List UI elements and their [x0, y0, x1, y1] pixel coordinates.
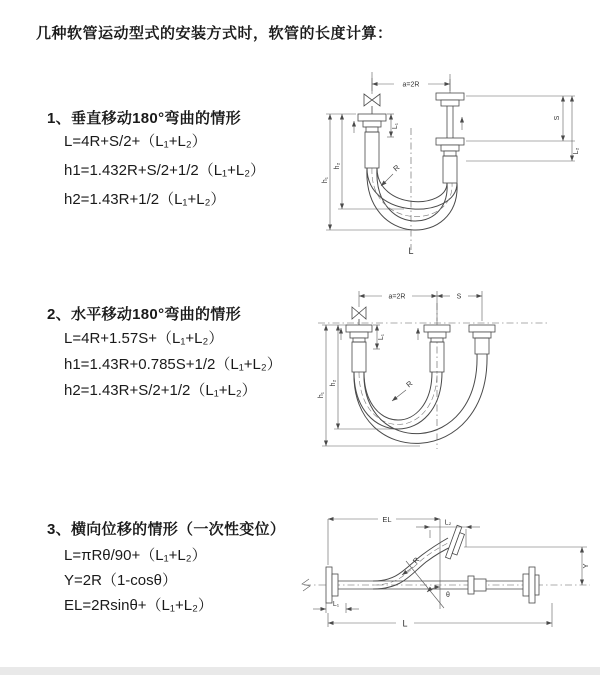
left-pipe-with-valve [354, 72, 386, 168]
diagram-2-drawing [312, 283, 592, 468]
dim-label-h1: h₁ [322, 176, 329, 184]
dim-label-theta: θ [446, 592, 450, 599]
diagram-horizontal-180-bend [312, 283, 592, 468]
left-pipe-with-valve [341, 301, 372, 372]
braided-hose-section [352, 342, 366, 372]
section-2-heading: 2、水平移动180°弯曲的情形 [47, 306, 241, 323]
diagram-lateral-offset [298, 505, 598, 650]
left-flange [326, 567, 338, 603]
dim-l1 [313, 601, 359, 613]
formula-line: L=4R+S/2+（L₁+L₂） [64, 133, 207, 150]
tilted-flange [445, 525, 466, 560]
formula-line: L=πRθ/90+（L₁+L₂） [64, 547, 207, 564]
dim-label-a2r: a=2R [402, 81, 420, 89]
dim-a2r [372, 78, 450, 91]
dim-label-a2r: a=2R [388, 293, 406, 301]
u-bend-hoses [367, 168, 457, 230]
formula-line: EL=2Rsinθ+（L₁+L₂） [64, 597, 213, 614]
dim-label-l2: L₂ [573, 147, 580, 155]
dim-label-s: S [456, 293, 462, 301]
dim-label-l: L [402, 618, 408, 629]
diagram-3-drawing [298, 505, 598, 650]
formula-line: Y=2R（1-cosθ） [64, 572, 177, 589]
dim-l2 [416, 520, 480, 548]
formula-line: h2=1.43R+S/2+1/2（L₁+L₂） [64, 382, 257, 399]
dim-label-r: R [391, 162, 402, 174]
middle-pipe [418, 325, 450, 372]
dim-l1 [373, 325, 385, 349]
dim-label-l: L [408, 246, 414, 256]
valve-icon [352, 307, 359, 319]
dim-label-l2: L₂ [444, 519, 452, 527]
dim-label-h2: h₂ [334, 162, 341, 170]
pipe-union-fitting [468, 576, 474, 594]
radius-callout [392, 379, 415, 401]
diagram-1-drawing [310, 70, 590, 260]
dim-a2r-s [359, 291, 482, 321]
right-flange [523, 567, 539, 603]
dim-el [328, 515, 440, 565]
dim-label-r: R [404, 378, 415, 390]
dim-label-l1: L₁ [332, 601, 340, 608]
dim-label-h2: h₂ [330, 379, 337, 387]
diagram-vertical-180-bend [310, 70, 590, 260]
formula-line: h1=1.43R+0.785S+1/2（L₁+L₂） [64, 356, 282, 373]
dim-label-s: S [554, 115, 561, 121]
dim-label-r: R [410, 555, 422, 566]
section-1-formulas [64, 127, 265, 214]
u-bend-hoses [354, 354, 487, 443]
angle-theta [406, 531, 450, 609]
dim-label-el: EL [382, 515, 392, 524]
radius-callout [381, 163, 402, 186]
dim-label-h1: h₁ [318, 391, 325, 399]
dim-h1-h2 [318, 325, 420, 446]
dim-label-l1: L₁ [378, 333, 385, 341]
section-1-heading: 1、垂直移动180°弯曲的情形 [47, 110, 241, 127]
dim-label-y: Y [581, 563, 590, 569]
formula-line: h1=1.432R+S/2+1/2（L₁+L₂） [64, 162, 266, 179]
valve-icon [364, 94, 372, 106]
dim-s-l2 [466, 96, 580, 161]
formula-line: h2=1.43R+1/2（L₁+L₂） [64, 191, 226, 208]
right-pipe-shifted [469, 325, 495, 354]
section-3-formulas [64, 543, 213, 618]
dim-label-l1: L₁ [392, 122, 399, 130]
braided-hose-section [475, 338, 489, 354]
section-3-heading: 3、横向位移的情形（一次性变位） [47, 521, 286, 538]
braided-hose-section [443, 156, 457, 183]
page-title: 几种软管运动型式的安装方式时，软管的长度计算： [36, 25, 393, 42]
braided-hose-section [365, 132, 379, 168]
dim-l1 [387, 114, 399, 137]
page-bottom-edge [0, 667, 600, 675]
formula-line: L=4R+1.57S+（L₁+L₂） [64, 330, 224, 347]
section-2-formulas [64, 326, 282, 404]
